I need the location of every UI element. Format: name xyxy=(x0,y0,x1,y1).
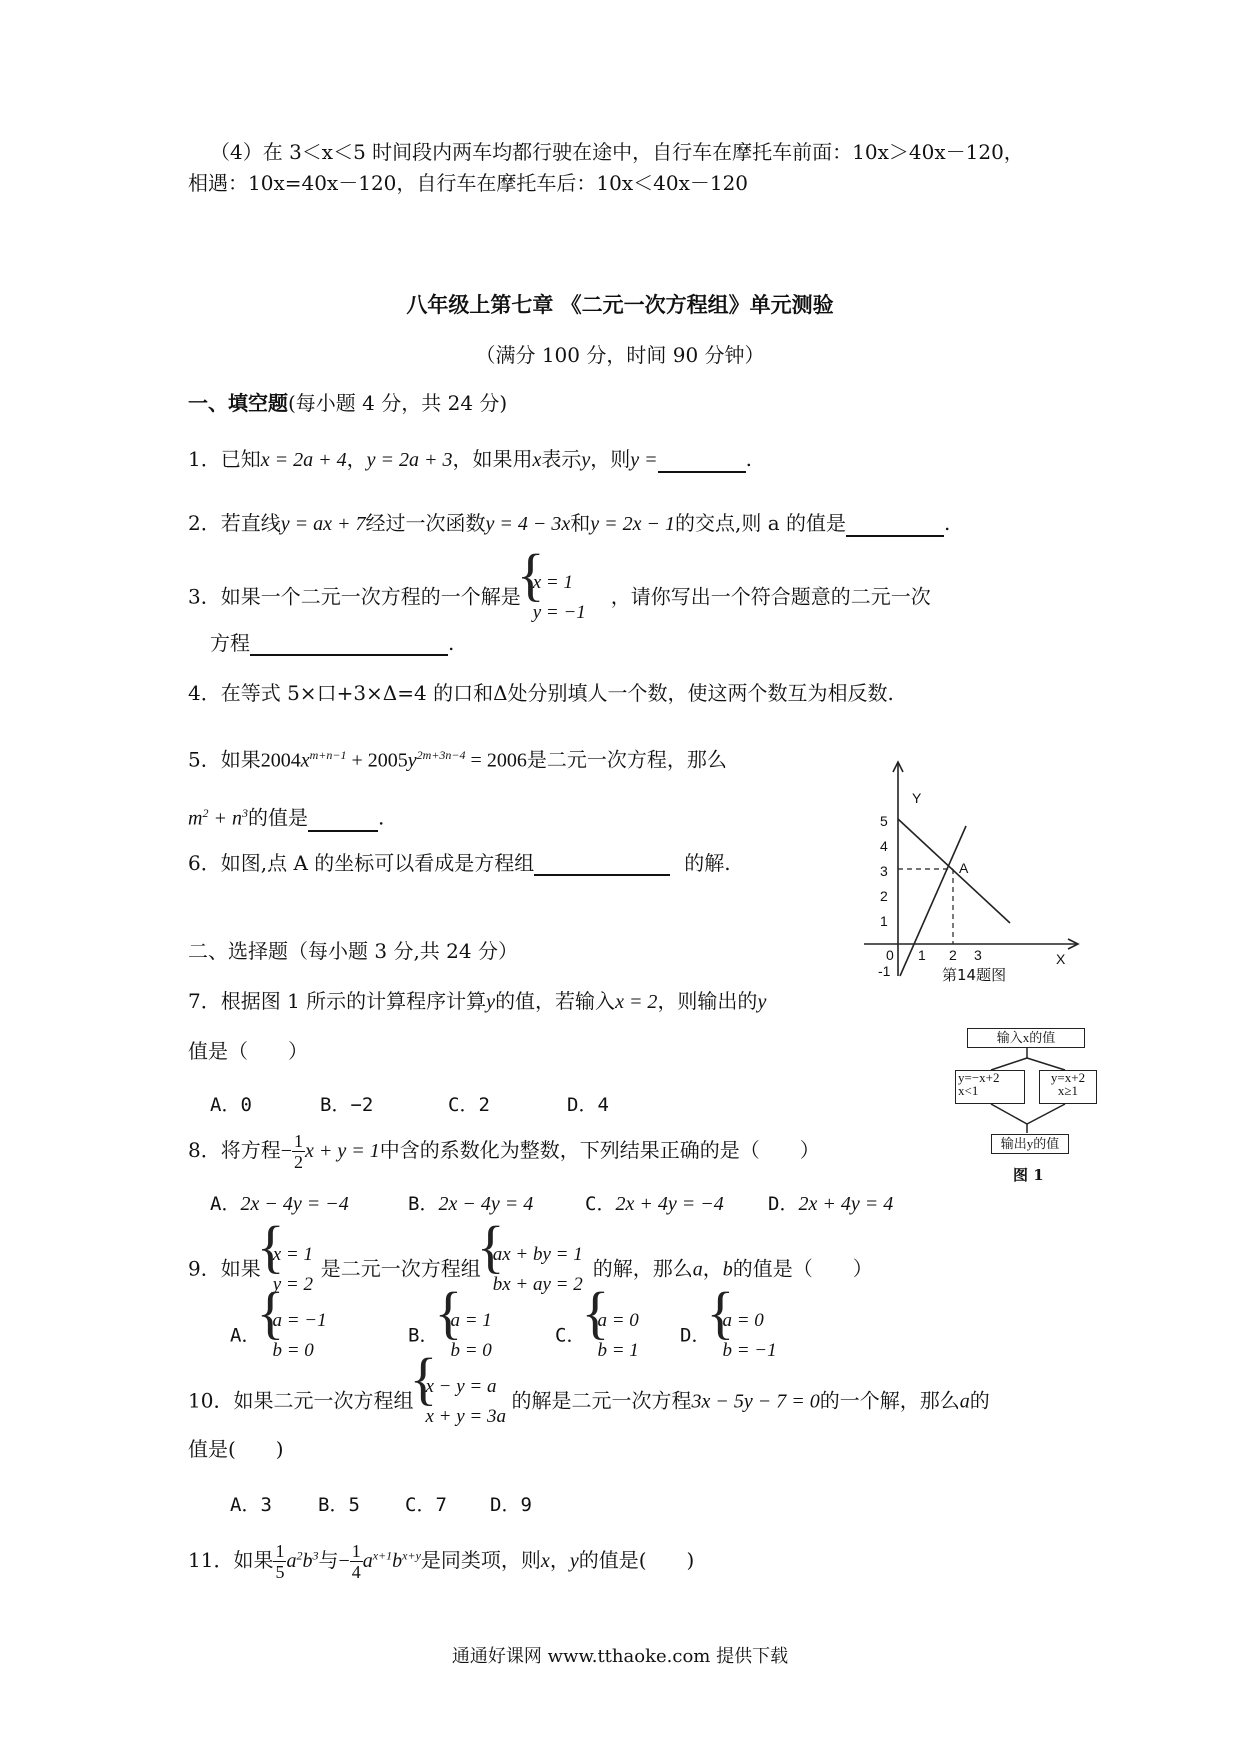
q7-var-y: y xyxy=(486,991,496,1013)
q2-text-d: 的交点,则 a 的值是 xyxy=(674,511,846,535)
q10-option-a[interactable]: A．3 xyxy=(230,1494,272,1516)
flow-right-box xyxy=(1039,1070,1097,1104)
q11-minus: − xyxy=(338,1550,350,1572)
line-decreasing xyxy=(898,819,1010,923)
q2-text-b: 经过一次函数 xyxy=(365,511,486,535)
q9-option-b-system xyxy=(438,1306,510,1366)
q10-option-c[interactable]: C．7 xyxy=(405,1494,447,1516)
q7-var-y-2: y xyxy=(757,991,767,1013)
point-a-label: A xyxy=(959,860,969,876)
q10-eq-2: x + y = 3a xyxy=(425,1406,506,1427)
q9-option-c[interactable] xyxy=(555,1306,657,1366)
q5-var-m: m xyxy=(188,807,203,830)
q9-var-a: a xyxy=(692,1258,703,1281)
q3-solution-x: { x = 1 xyxy=(532,572,573,593)
section-1-heading-rest: (每小题 4 分，共 24 分) xyxy=(288,391,508,415)
question-10 xyxy=(188,1372,990,1432)
q9-option-c-system xyxy=(585,1306,657,1366)
graph-caption: 第14题图 xyxy=(942,966,1007,984)
flow-right-formula: y=x+2 xyxy=(1050,1070,1086,1085)
q2-answer-blank[interactable] xyxy=(846,513,944,537)
q8-minus: − xyxy=(280,1140,293,1162)
q7-text-c: ，则输出的 xyxy=(657,989,758,1013)
q2-expr-2: y = 4 − 3x xyxy=(485,513,571,535)
q11-fraction-2 xyxy=(350,1541,363,1582)
question-5 xyxy=(188,742,727,774)
q10-text-a: 10．如果二元一次方程组 xyxy=(188,1388,414,1413)
q10-option-d[interactable]: D．9 xyxy=(490,1494,532,1516)
q1-expr-2: y = 2a + 3 xyxy=(366,449,453,471)
q8-option-d-expr: 2x + 4y = 4 xyxy=(798,1193,894,1215)
question-10-cont: 值是( ) xyxy=(188,1437,284,1461)
q9-text-c: 的解，那么 xyxy=(592,1256,693,1281)
q2-expr-1: y = ax + 7 xyxy=(280,513,366,535)
q5-equals: = 2006 xyxy=(465,749,527,772)
y-tick-4: 4 xyxy=(880,838,888,854)
q10-option-b[interactable]: B．5 xyxy=(318,1494,360,1516)
flow-left-formula: y=−x+2 xyxy=(958,1070,1000,1085)
q9-option-c-l1: { a = 0 xyxy=(597,1310,639,1331)
q11-text-a: 11．如果 xyxy=(188,1548,274,1572)
flow-left-box xyxy=(955,1070,1025,1104)
q8-fraction xyxy=(292,1131,305,1172)
intro-line-1: （4）在 3＜x＜5 时间段内两车均都行驶在途中，自行车在摩托车前面：10x＞40x－120， xyxy=(210,140,1024,164)
y-tick-3: 3 xyxy=(880,863,888,879)
q5-text-d: 的值是 xyxy=(247,805,308,830)
q9-text-d: ， xyxy=(702,1256,723,1281)
flow-input-box: 输入x的值 xyxy=(967,1028,1085,1048)
q11-text-b: 与 xyxy=(318,1548,339,1572)
q8-option-c[interactable] xyxy=(585,1190,724,1217)
flow-left-condition: x<1 xyxy=(958,1083,979,1098)
q11-text-d: ， xyxy=(549,1548,570,1572)
q10-expr: 3x − 5y − 7 = 0 xyxy=(691,1390,820,1413)
question-3 xyxy=(188,568,931,628)
question-7 xyxy=(188,988,766,1015)
q10-text-b: 的解是二元一次方程 xyxy=(511,1388,692,1413)
q3-solution-system xyxy=(521,568,611,628)
question-6 xyxy=(188,850,731,876)
q9-sol-x: { x = 1 xyxy=(272,1244,313,1265)
q2-text-a: 2．若直线 xyxy=(188,511,281,535)
q5-text-a: 5．如果 xyxy=(188,747,261,772)
question-7-cont: 值是（ ） xyxy=(188,1039,308,1063)
q9-option-a-l2: b = 0 xyxy=(272,1340,314,1361)
q2-text-e: . xyxy=(943,511,951,535)
question-11 xyxy=(188,1541,694,1582)
q10-var-a: a xyxy=(959,1390,970,1413)
question-5-cont xyxy=(188,800,384,832)
q5-answer-blank[interactable] xyxy=(308,808,378,832)
q6-text-b: 的解. xyxy=(684,851,731,875)
q5-var-n: + n xyxy=(208,807,242,830)
q11-var-x: x xyxy=(540,1550,550,1572)
q9-text-e: 的值是（ ） xyxy=(732,1256,873,1281)
question-3-cont xyxy=(210,630,454,656)
q11-text-c: 是同类项，则 xyxy=(420,1548,541,1572)
x-axis-label: X xyxy=(1056,951,1066,967)
q8-option-a-label: A． xyxy=(210,1193,241,1215)
section-1-heading xyxy=(188,390,507,416)
question-1 xyxy=(188,446,752,473)
q3-text-c: 方程 xyxy=(210,631,250,655)
q6-text-a: 6．如图,点 A 的坐标可以看成是方程组 xyxy=(188,851,535,875)
q9-text-b: 是二元一次方程组 xyxy=(320,1256,481,1281)
q8-option-b[interactable] xyxy=(408,1190,533,1217)
q8-option-a-expr: 2x − 4y = −4 xyxy=(240,1193,349,1215)
q5-text-e: . xyxy=(377,805,385,830)
q11-term-a: a xyxy=(286,1550,297,1572)
q11-var-y: y xyxy=(569,1550,579,1572)
q9-text-a: 9．如果 xyxy=(188,1256,261,1281)
q3-text-a: 3．如果一个二元一次方程的一个解是 xyxy=(188,584,521,609)
q7-text-a: 7．根据图 1 所示的计算程序计算 xyxy=(188,989,487,1013)
q5-text-b: 是二元一次方程，那么 xyxy=(526,747,727,772)
q2-expr-3: y = 2x − 1 xyxy=(590,513,675,535)
q1-expr-1: x = 2a + 4 xyxy=(260,449,347,471)
q9-option-b-label: B． xyxy=(408,1324,439,1347)
q8-text-b: 中含的系数化为整数，下列结果正确的是（ ） xyxy=(379,1138,820,1162)
page-title: 八年级上第七章 《二元一次方程组》单元测验 xyxy=(406,292,834,317)
q11-exp-a: 2 xyxy=(296,1548,303,1563)
q6-answer-blank[interactable] xyxy=(534,852,670,876)
q11-frac1-den: 5 xyxy=(275,1562,285,1582)
section-2-heading: 二、选择题（每小题 3 分,共 24 分） xyxy=(188,939,518,963)
q11-fraction-1 xyxy=(273,1541,286,1582)
q3-text-d: . xyxy=(448,631,455,655)
q9-sol-y: y = 2 xyxy=(272,1274,313,1295)
q8-frac-den: 2 xyxy=(294,1152,304,1172)
intro-line-2: 相遇：10x=40x－120，自行车在摩托车后：10x＜40x－120 xyxy=(188,171,749,195)
q3-text-b: ，请你写出一个符合题意的二元一次 xyxy=(610,584,931,609)
q1-var-x: x xyxy=(532,449,542,471)
y-tick-5: 5 xyxy=(880,813,888,829)
q9-option-d-label: D． xyxy=(680,1324,711,1347)
q10-text-d: 的 xyxy=(969,1388,990,1413)
q8-frac-num: 1 xyxy=(294,1131,304,1151)
q5-exp-2: 2m+3n−4 xyxy=(416,748,466,762)
q9-option-c-label: C． xyxy=(555,1324,586,1347)
q11-frac2-num: 1 xyxy=(351,1541,361,1561)
q11-exp-b2: x+y xyxy=(402,1548,421,1563)
q7-option-c[interactable]: C．2 xyxy=(448,1094,490,1116)
footer-text: 通通好课网 www.tthaoke.com 提供下载 xyxy=(451,1646,789,1667)
q1-text-c: ，如果用 xyxy=(452,447,533,471)
flow-chart xyxy=(955,1028,1105,1188)
q8-expr: x + y = 1 xyxy=(305,1140,380,1162)
q1-var-y-eq: y = xyxy=(630,449,658,471)
y-axis-label: Y xyxy=(912,790,922,806)
q1-text-b: ， xyxy=(346,447,367,471)
neg-one-label: -1 xyxy=(878,963,891,979)
q7-option-a[interactable]: A．0 xyxy=(210,1094,252,1116)
q7-expr: x = 2 xyxy=(615,991,658,1013)
page-subtitle: （满分 100 分，时间 90 分钟） xyxy=(475,343,765,367)
q11-text-e: 的值是( ) xyxy=(578,1548,695,1572)
y-tick-1: 1 xyxy=(880,913,888,929)
q8-option-c-expr: 2x + 4y = −4 xyxy=(615,1193,724,1215)
y-tick-2: 2 xyxy=(880,888,888,904)
q9-option-c-l2: b = 1 xyxy=(597,1340,639,1361)
q11-term-a2: a xyxy=(362,1550,373,1572)
q5-var-x: x xyxy=(300,749,310,772)
flow-right-condition: x≥1 xyxy=(1057,1083,1079,1098)
q1-text-a: 1．已知 xyxy=(188,447,261,471)
q1-text-f: . xyxy=(745,447,752,471)
coordinate-graph xyxy=(860,758,1090,993)
x-tick-3: 3 xyxy=(974,947,982,963)
q5-exp-m: 2 xyxy=(202,806,209,820)
q7-text-b: 的值，若输入 xyxy=(495,989,616,1013)
q1-text-e: ，则 xyxy=(590,447,631,471)
q8-option-b-expr: 2x − 4y = 4 xyxy=(438,1193,534,1215)
flow-output-box: 输出y的值 xyxy=(991,1134,1069,1154)
q9-option-d-system xyxy=(710,1306,790,1366)
q9-eq-2: bx + ay = 2 xyxy=(492,1274,583,1295)
question-8 xyxy=(188,1131,820,1172)
q9-option-a[interactable] xyxy=(230,1306,340,1366)
q2-text-c: 和 xyxy=(570,511,591,535)
q9-equation-system xyxy=(481,1240,593,1300)
q3-solution-y: y = −1 xyxy=(532,602,586,623)
q5-exp-1: m+n−1 xyxy=(309,748,347,762)
q7-option-d[interactable]: D．4 xyxy=(567,1094,609,1116)
x-tick-2: 2 xyxy=(949,947,957,963)
q5-coef-1: 2004 xyxy=(260,749,301,772)
q1-var-y: y xyxy=(581,449,591,471)
flow-caption: 图 1 xyxy=(1013,1166,1044,1184)
q8-option-d-label: D． xyxy=(768,1193,799,1215)
q5-coef-2: + 2005 xyxy=(346,749,408,772)
q8-option-d[interactable] xyxy=(768,1190,893,1217)
q5-var-y: y xyxy=(407,749,417,772)
q11-frac2-den: 4 xyxy=(351,1562,361,1582)
q3-answer-blank[interactable] xyxy=(250,632,448,656)
question-9 xyxy=(188,1240,873,1300)
q9-option-d[interactable] xyxy=(680,1306,790,1366)
q9-eq-1: { ax + by = 1 xyxy=(492,1244,583,1265)
q11-exp-a2: x+1 xyxy=(372,1548,393,1563)
q1-answer-blank[interactable] xyxy=(658,449,746,473)
q10-equation-system xyxy=(413,1372,511,1432)
section-1-heading-bold: 一、填空题 xyxy=(188,391,288,415)
q1-text-d: 表示 xyxy=(541,447,582,471)
q11-term-b2: b xyxy=(392,1550,403,1572)
q9-option-a-system xyxy=(260,1306,340,1366)
origin-label: 0 xyxy=(886,947,894,963)
q11-term-b: b xyxy=(302,1550,313,1572)
q11-exp-b: 3 xyxy=(312,1548,319,1563)
q10-text-c: 的一个解，那么 xyxy=(819,1388,960,1413)
question-2 xyxy=(188,510,950,537)
q8-text-a: 8．将方程 xyxy=(188,1138,281,1162)
x-tick-1: 1 xyxy=(918,947,926,963)
q9-var-b: b xyxy=(722,1258,733,1281)
q9-option-d-l2: b = −1 xyxy=(722,1340,777,1361)
q9-option-a-label: A． xyxy=(230,1324,261,1347)
q9-option-d-l1: { a = 0 xyxy=(722,1310,764,1331)
q8-option-b-label: B． xyxy=(408,1193,439,1215)
q10-eq-1: { x − y = a xyxy=(425,1376,497,1397)
q5-exp-n: 3 xyxy=(241,806,248,820)
q9-option-b-l1: { a = 1 xyxy=(450,1310,492,1331)
q8-option-a[interactable] xyxy=(210,1190,349,1217)
q9-option-b-l2: b = 0 xyxy=(450,1340,492,1361)
q7-option-b[interactable]: B．−2 xyxy=(320,1094,374,1116)
q9-option-a-l1: { a = −1 xyxy=(272,1310,327,1331)
q8-option-c-label: C． xyxy=(585,1193,616,1215)
q11-frac1-num: 1 xyxy=(275,1541,285,1561)
question-4: 4．在等式 5×口+3×Δ=4 的口和Δ处分别填人一个数，使这两个数互为相反数. xyxy=(188,681,894,705)
